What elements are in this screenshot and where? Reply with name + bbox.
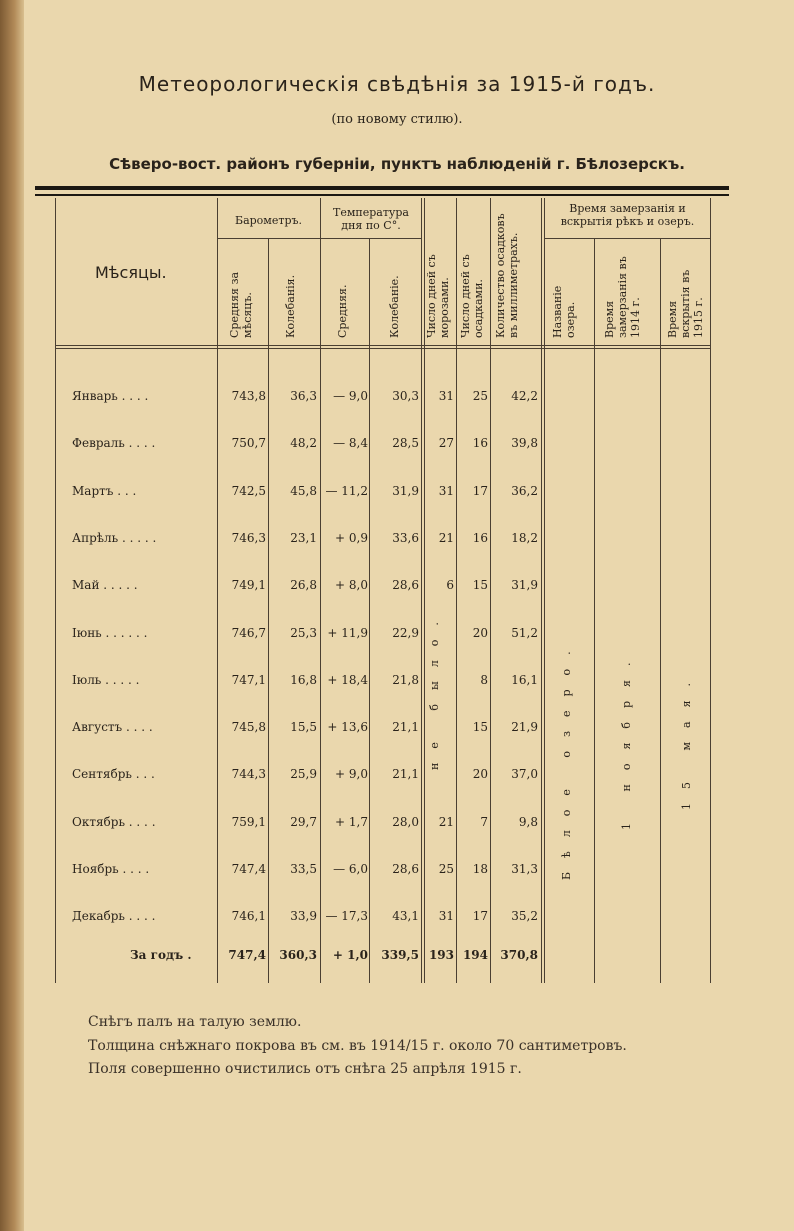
temp-range-cell: 28,5 [392,436,419,451]
precip-days-cell: 17 [472,909,488,924]
precip-amount-cell: 39,8 [511,436,538,451]
frost-days-cell: 25 [438,862,454,876]
precip-amount-cell: 16,1 [511,672,538,687]
temp-mean-header: Средняя. [336,284,349,338]
barometer-range-cell: 16,8 [290,672,317,687]
temp-mean-cell: — 9,0 [333,389,368,403]
month-label: За годъ . [130,948,192,962]
precip-amount-cell: 37,0 [511,767,538,782]
lake-name-header: Названіе озера. [551,285,577,338]
temp-range-header: Колебаніе. [388,275,401,338]
temp-mean-cell: + 1,0 [332,948,368,962]
temp-range-cell: 339,5 [381,948,419,962]
precip-amount-cell: 370,8 [500,948,538,962]
precip-amount-cell: 18,2 [511,530,538,545]
frost-days-cell: 31 [438,483,454,498]
frost-days-cell: 6 [446,578,454,593]
barometer-mean-cell: 746,7 [231,625,266,640]
table-top-rule-thin [35,194,729,196]
precip-amount-cell: 21,9 [511,720,538,735]
temp-mean-cell: — 6,0 [333,862,368,876]
precip-amount-cell: 9,8 [518,814,538,829]
precip-days-cell: 8 [480,672,488,687]
temp-range-cell: 30,3 [392,389,419,403]
temp-range-cell: 21,1 [392,767,419,782]
barometer-range-cell: 48,2 [290,436,317,451]
month-label: Сентябрь . . . [72,767,155,782]
barometer-header: Барометръ. [235,214,302,227]
temp-mean-cell: + 0,9 [335,530,368,545]
barometer-range-header: Колебанія. [284,274,297,338]
page-title: Метеорологическія свѣдѣнія за 1915-й годъ. [138,72,656,96]
temp-range-cell: 28,6 [392,578,419,593]
barometer-mean-cell: 745,8 [231,720,266,735]
barometer-mean-cell: 747,1 [231,672,266,687]
barometer-range-cell: 26,8 [290,578,317,593]
barometer-range-cell: 36,3 [290,389,317,403]
temp-mean-cell: — 8,4 [333,436,368,451]
precip-days-cell: 20 [472,625,488,640]
precip-days-cell: 194 [462,948,488,962]
region-heading: Сѣверо-вост. районъ губерніи, пунктъ наблюденій г. Бѣлозерскъ. [109,155,685,173]
precip-days-cell: 16 [472,436,488,451]
temp-range-cell: 28,0 [392,814,419,829]
month-label: Май . . . . . [72,578,138,593]
freeze-header: Время замерзанія и вскрытія рѣкъ и озеръ. [560,202,695,228]
note-fields-clear: Поля совершенно очистились отъ снѣга 25 апрѣля 1915 г. [88,1061,522,1077]
temp-range-cell: 31,9 [392,483,419,498]
precip-days-cell: 15 [472,720,488,735]
temp-mean-cell: + 11,9 [327,625,368,640]
barometer-mean-cell: 742,5 [231,483,266,498]
barometer-mean-cell: 747,4 [228,948,266,962]
month-label: Ноябрь . . . . [72,862,150,876]
barometer-range-cell: 33,5 [290,862,317,876]
precip-days-cell: 25 [472,389,488,403]
frost-days-cell: 31 [438,389,454,403]
precip-days-cell: 16 [472,530,488,545]
barometer-mean-cell: 743,8 [231,389,266,403]
barometer-range-cell: 33,9 [290,909,317,924]
barometer-range-cell: 360,3 [279,948,317,962]
frost-days-cell: 21 [438,814,454,829]
precip-days-cell: 20 [472,767,488,782]
temp-range-cell: 33,6 [392,530,419,545]
barometer-mean-cell: 744,3 [231,767,266,782]
month-label: Мартъ . . . [72,483,137,498]
precip-days-header: Число дней съ осадками. [459,254,485,338]
temp-range-cell: 21,1 [392,720,419,735]
temp-range-cell: 43,1 [392,909,419,924]
temp-mean-cell: + 18,4 [327,672,368,687]
precip-amount-header: Количество осадковъ въ миллиметрахъ. [494,213,520,338]
barometer-mean-cell: 759,1 [231,814,266,829]
barometer-range-cell: 25,9 [290,767,317,782]
note-snow: Снѣгъ палъ на талую землю. [88,1014,302,1030]
temp-range-cell: 22,9 [392,625,419,640]
frost-days-cell: 193 [428,948,454,962]
barometer-range-cell: 15,5 [290,720,317,735]
lake-name-merged-cell: Бѣлое озеро. [560,637,573,880]
month-label: Октябрь . . . . [72,814,156,829]
barometer-mean-cell: 746,3 [231,530,266,545]
barometer-mean-cell: 749,1 [231,578,266,593]
temp-mean-cell: — 11,2 [325,483,368,498]
temp-mean-cell: + 13,6 [327,720,368,735]
book-spine-shadow [0,0,24,1231]
freeze-date-merged-cell: 1 ноября. [620,648,633,830]
precip-amount-cell: 35,2 [511,909,538,924]
temp-range-cell: 21,8 [392,672,419,687]
precip-amount-cell: 31,3 [511,862,538,876]
month-label: Августъ . . . . [72,720,153,735]
precip-days-cell: 18 [472,862,488,876]
freeze-1914-header: Время замерзанія въ 1914 г. [603,256,642,338]
precip-days-cell: 15 [472,578,488,593]
temp-mean-cell: + 1,7 [335,814,368,829]
month-label: Іюнь . . . . . . [72,625,148,640]
precip-amount-cell: 36,2 [511,483,538,498]
temp-mean-cell: + 9,0 [335,767,368,782]
note-snow-depth: Толщина снѣжнаго покрова въ см. въ 1914/15 г. около 70 сантиметровъ. [88,1038,627,1054]
temp-mean-cell: — 17,3 [325,909,368,924]
temperature-header: Температура дня по С°. [332,206,409,232]
frost-days-cell: 31 [438,909,454,924]
no-frost-merged-cell: не было. [428,608,441,770]
barometer-range-cell: 29,7 [290,814,317,829]
precip-days-cell: 17 [472,483,488,498]
open-date-merged-cell: 15 мая. [680,668,693,810]
month-label: Декабрь . . . . [72,909,156,924]
barometer-range-cell: 25,3 [290,625,317,640]
barometer-mean-cell: 747,4 [231,862,266,876]
month-label: Февраль . . . . [72,436,156,451]
month-label: Іюль . . . . . [72,672,140,687]
barometer-mean-cell: 746,1 [231,909,266,924]
frost-days-header: Число дней съ морозами. [425,254,451,338]
months-header: Мѣсяцы. [95,263,167,282]
precip-amount-cell: 51,2 [511,625,538,640]
frost-days-cell: 27 [438,436,454,451]
precip-amount-cell: 31,9 [511,578,538,593]
table-top-rule-thick [35,186,729,190]
barometer-range-cell: 45,8 [290,483,317,498]
temp-mean-cell: + 8,0 [335,578,368,593]
open-1915-header: Время вскрытія въ 1915 г. [666,269,705,338]
barometer-range-cell: 23,1 [290,530,317,545]
barometer-mean-cell: 750,7 [231,436,266,451]
precip-days-cell: 7 [480,814,488,829]
temp-range-cell: 28,6 [392,862,419,876]
month-label: Апрѣль . . . . . [72,530,157,545]
page-subtitle: (по новому стилю). [331,112,463,127]
precip-amount-cell: 42,2 [511,389,538,403]
frost-days-cell: 21 [438,530,454,545]
barometer-mean-header: Средняя за мѣсяцъ. [228,271,254,338]
month-label: Январь . . . . [72,389,149,403]
